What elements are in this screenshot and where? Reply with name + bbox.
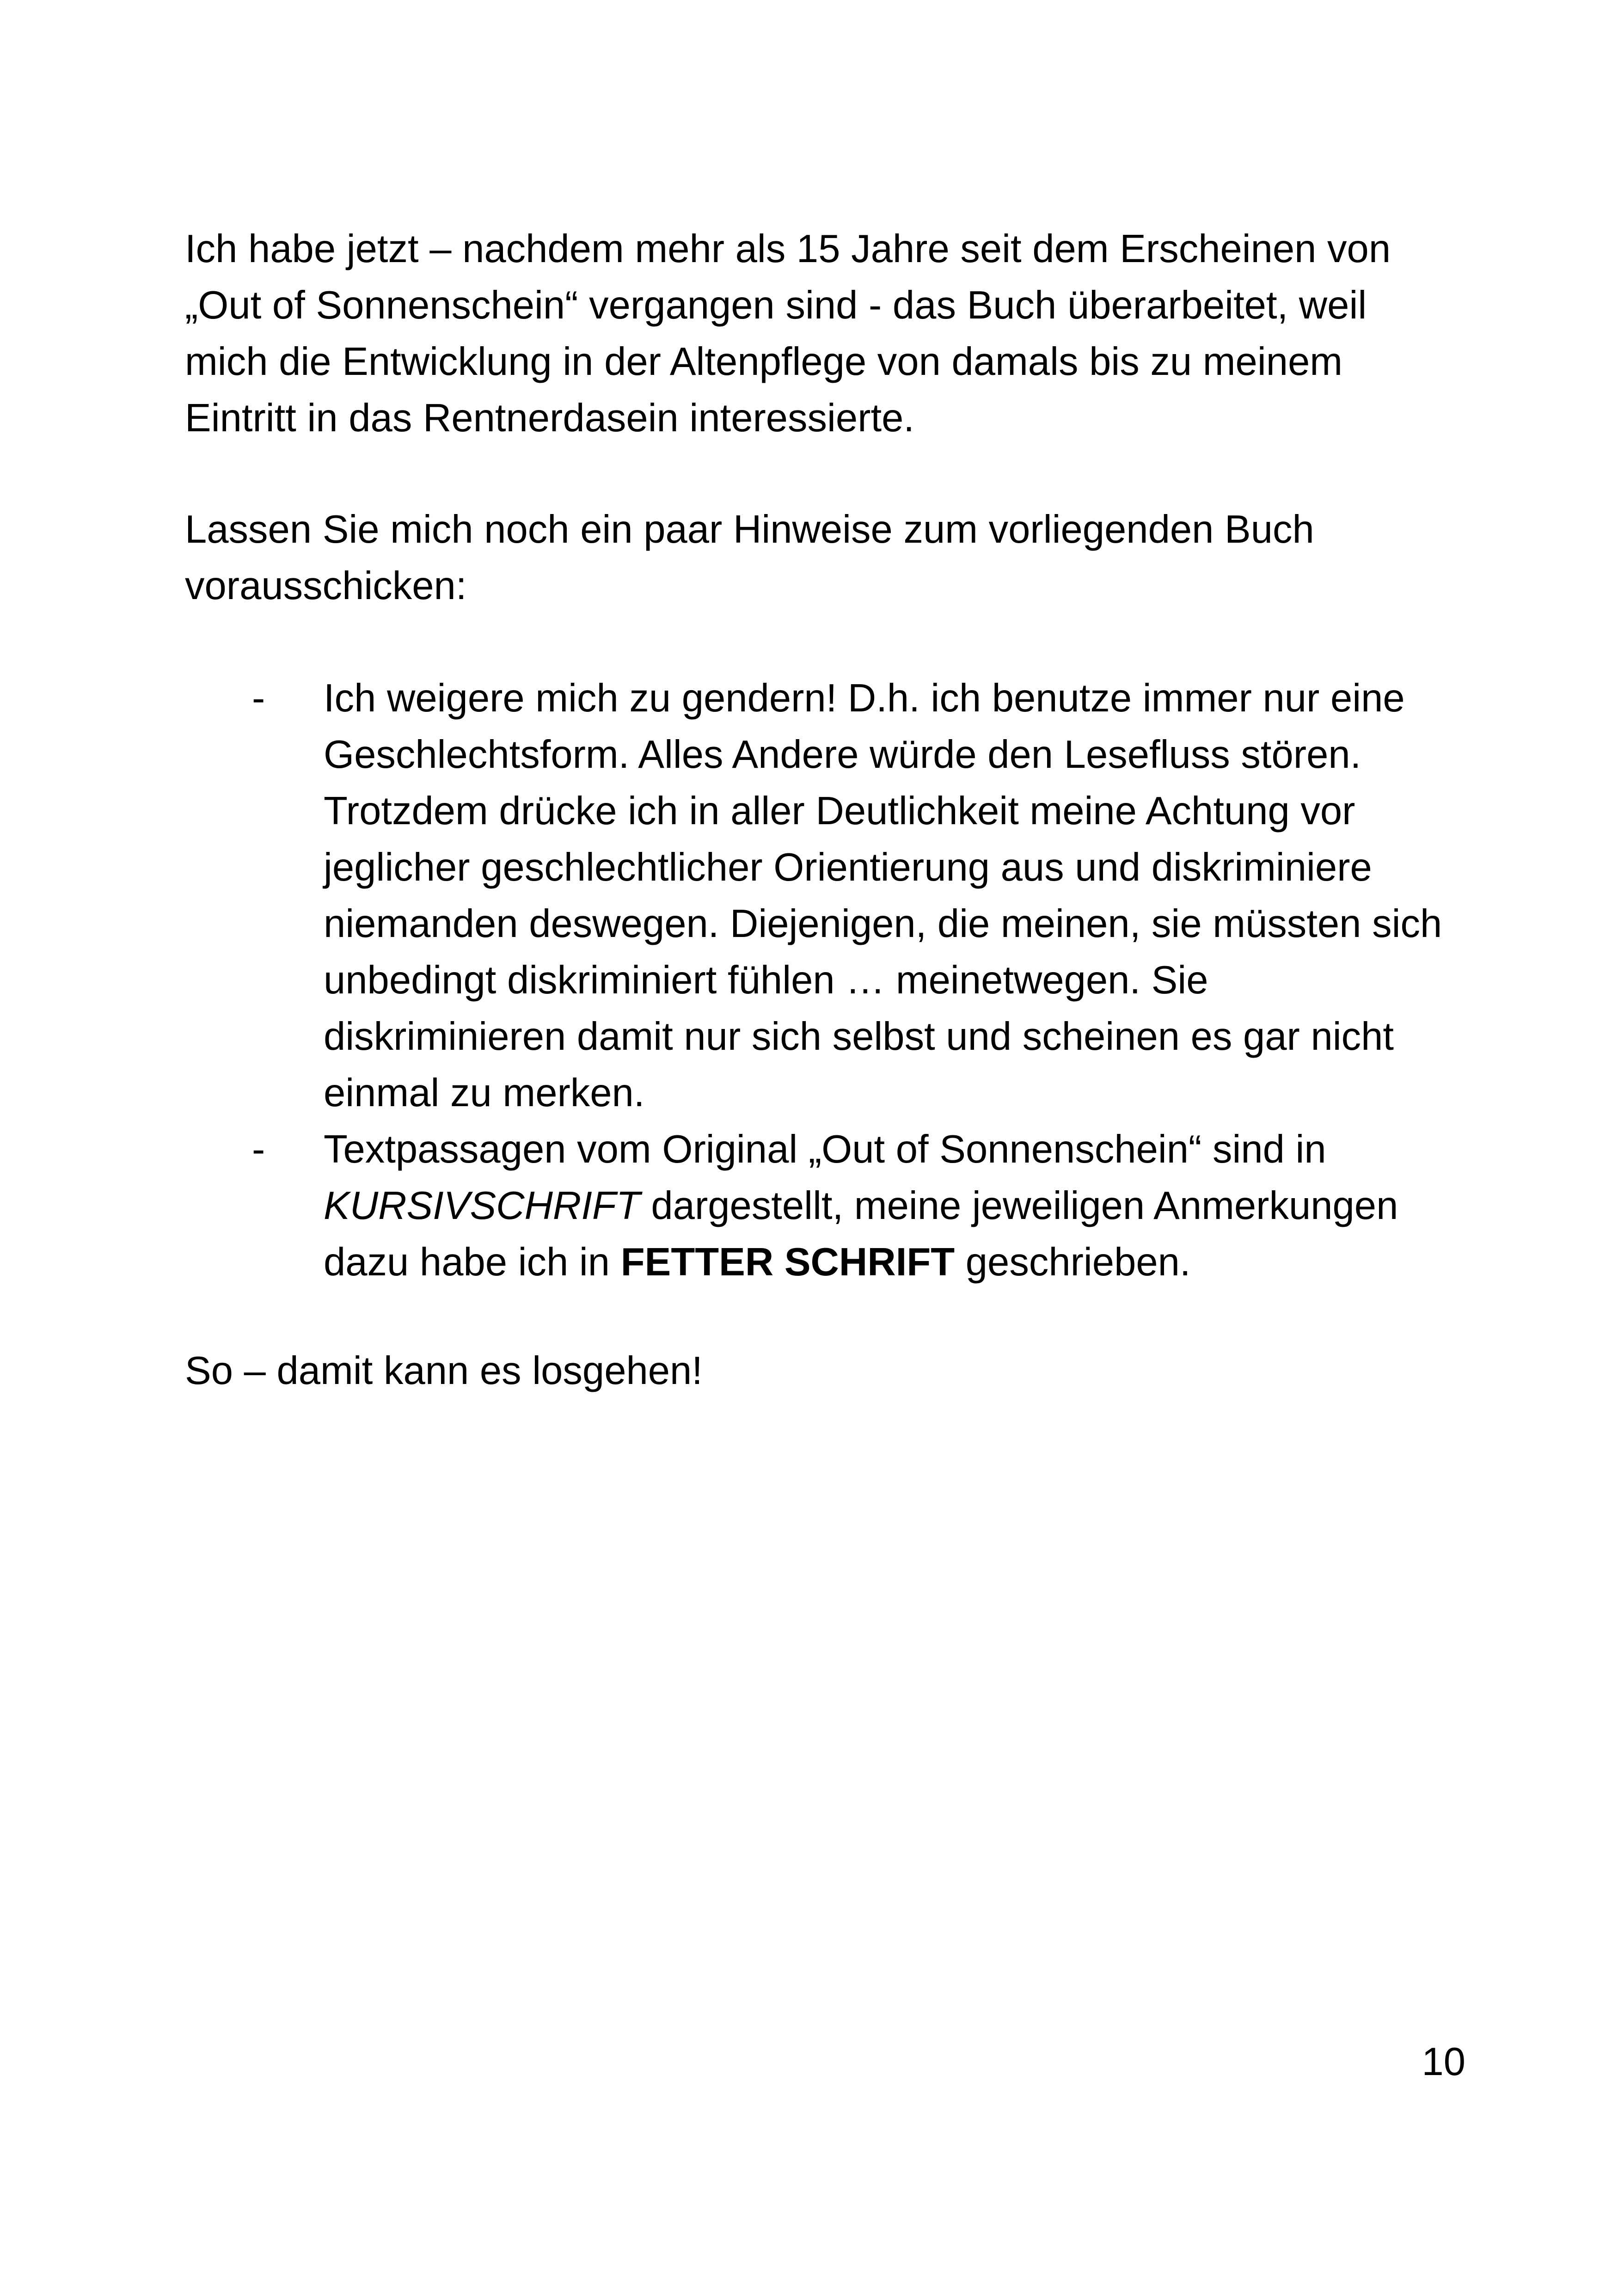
bold-term: FETTER SCHRIFT bbox=[620, 1240, 955, 1284]
format-note-text-end: geschrieben. bbox=[955, 1240, 1191, 1284]
list-item-format-note bbox=[185, 1121, 1456, 1291]
bullet-dash: - bbox=[252, 676, 265, 720]
page-number: 10 bbox=[1422, 2040, 1465, 2084]
format-note-text-start: Textpassagen vom Original „Out of Sonnenschein“ sind in bbox=[324, 1127, 1326, 1171]
hints-intro-paragraph: Lassen Sie mich noch ein paar Hinweise zum vorliegenden Buch vorausschicken: bbox=[185, 508, 1314, 608]
intro-paragraph: Ich habe jetzt – nachdem mehr als 15 Jahre seit dem Erscheinen von „Out of Sonnenschein“ vergangen sind - das Buch überarbeitet, weil mich die Entwicklung in der Altenpflege von damals bis zu meinem Eintritt in das Rentnerdasein interessierte. bbox=[185, 227, 1391, 440]
closing-paragraph: So – damit kann es losgehen! bbox=[185, 1349, 703, 1393]
list-item-gender-note bbox=[185, 670, 1456, 1121]
format-note-text-middle: dargestellt, meine jeweiligen Anmerkungen dazu habe ich in bbox=[324, 1184, 1398, 1284]
gender-note-text: Ich weigere mich zu gendern! D.h. ich benutze immer nur eine Geschlechtsform. Alles Andere würde den Lesefluss stören. Trotzdem drücke ich in aller Deutlichkeit meine Achtung vor jeglicher geschlechtlicher Orientierung aus und diskriminiere niemanden deswegen. Diejenigen, die meinen, sie müssten sich unbedingt diskriminiert fühlen … meinetwegen. Sie diskriminieren damit nur sich selbst und scheinen es gar nicht einmal zu merken. bbox=[324, 676, 1442, 1115]
bullet-dash: - bbox=[252, 1127, 265, 1171]
italic-term: KURSIVSCHRIFT bbox=[324, 1184, 640, 1228]
hints-list bbox=[185, 670, 1456, 1291]
